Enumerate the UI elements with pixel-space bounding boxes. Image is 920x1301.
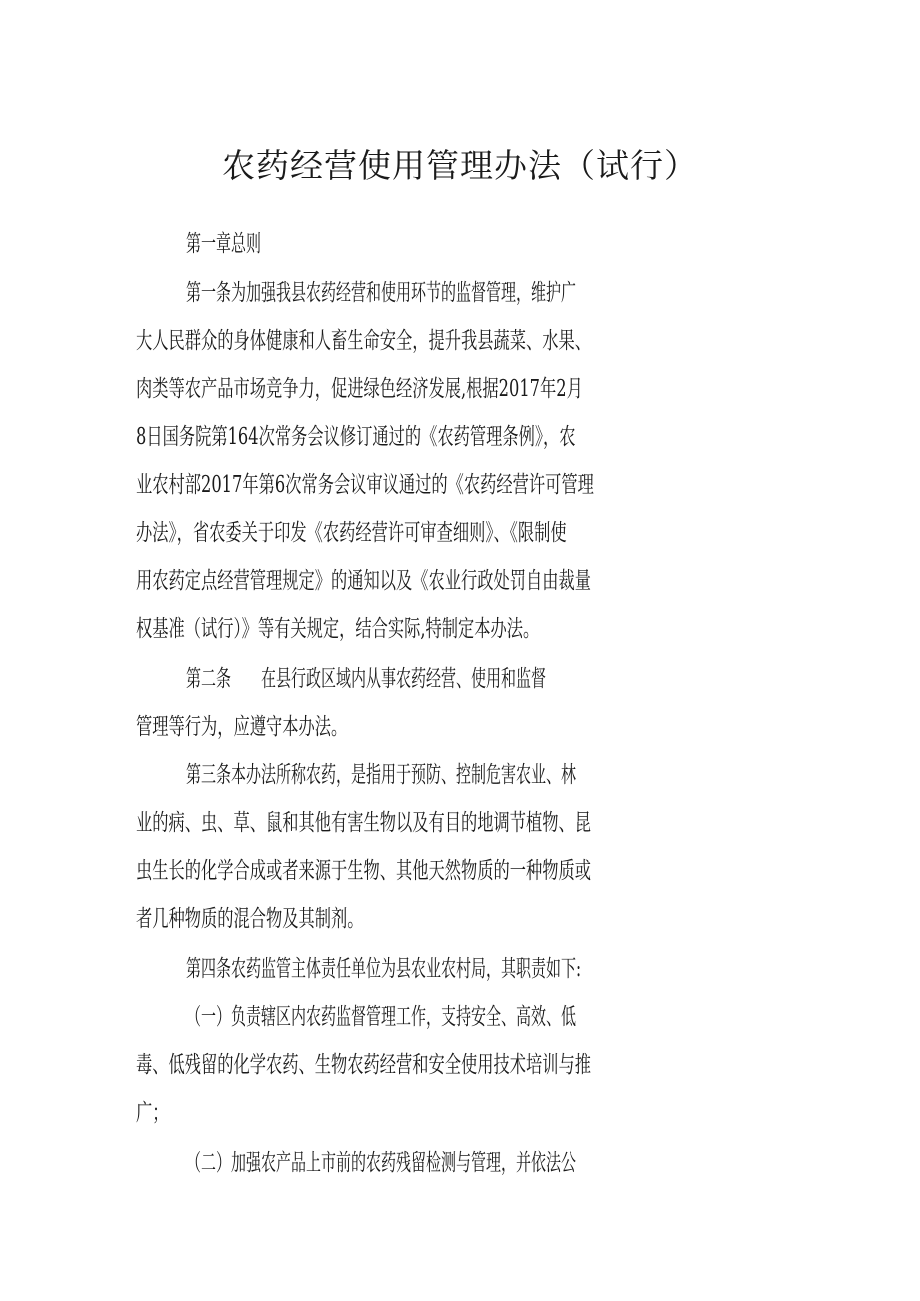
text-line: 业农村部2017年第6次常务会议审议通过的《农药经营许可管理: [136, 472, 594, 498]
document-title: 农药经营使用管理办法（试行）: [222, 146, 698, 185]
text-line: 第二条 在县行政区域内从事农药经营、使用和监督: [186, 666, 547, 692]
text-line: 大人民群众的身体健康和人畜生命安全，提升我县蔬菜、水果、: [136, 328, 591, 354]
text-line: 管理等行为，应遵守本办法。: [136, 714, 348, 740]
text-line: 虫生长的化学合成或者来源于生物、其他天然物质的一种物质或: [136, 858, 591, 884]
text-line: 8日国务院第164次常务会议修订通过的《农药管理条例》，农: [136, 424, 576, 450]
text-line: 用农药定点经营管理规定》的通知以及《农业行政处罚自由裁量: [136, 568, 591, 594]
chapter-heading: 第一章总则: [186, 231, 262, 257]
text-line: 肉类等农产品市场竞争力，促进绿色经济发展,根据2017年2月: [136, 376, 583, 402]
text-line: 权基准（试行）》等有关规定，结合实际,特制定本办法。: [136, 616, 540, 642]
text-line: 办法》，省农委关于印发《农药经营许可审查细则》、《限制使: [136, 520, 567, 546]
text-line: 第一条为加强我县农药经营和使用环节的监督管理，维护广: [186, 280, 577, 306]
text-line: （二）加强农产品上市前的农药残留检测与管理，并依法公: [186, 1150, 577, 1176]
text-line: （一）负责辖区内农药监督管理工作，支持安全、高效、低: [186, 1004, 577, 1030]
text-line: 业的病、虫、草、鼠和其他有害生物以及有目的地调节植物、昆: [136, 810, 591, 836]
text-line: 第四条农药监管主体责任单位为县农业农村局，其职责如下:: [186, 956, 582, 982]
text-line: 者几种物质的混合物及其制剂。: [136, 906, 364, 932]
text-line: 广；: [136, 1100, 169, 1126]
text-line: 第三条本办法所称农药，是指用于预防、控制危害农业、林: [186, 762, 577, 788]
text-line: 毒、低残留的化学农药、生物农药经营和安全使用技术培训与推: [136, 1052, 591, 1078]
